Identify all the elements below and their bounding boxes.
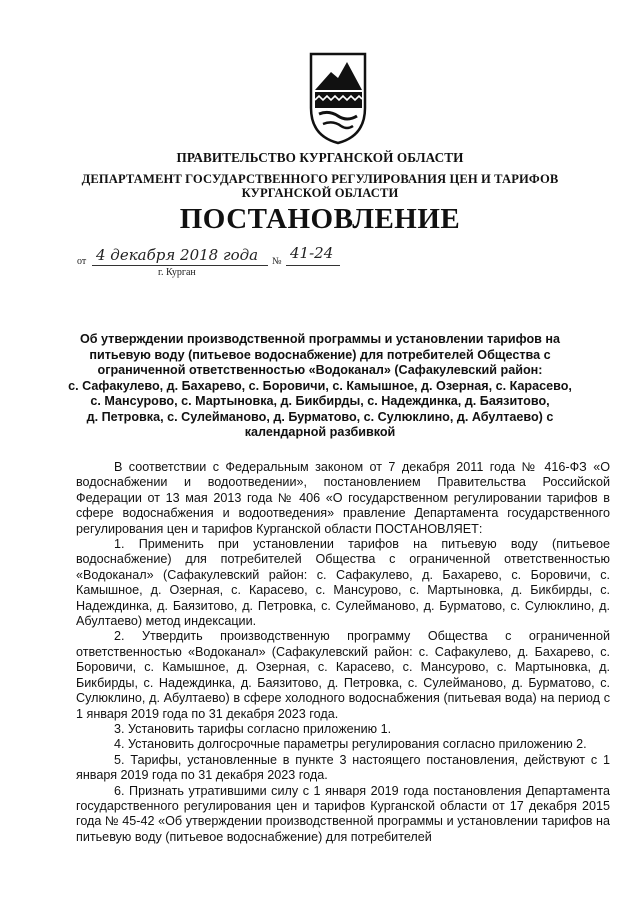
subject-line: календарной разбивкой (244, 425, 396, 439)
subject-line: ограниченной ответственностью «Водоканал» (Сафакулевский район: (97, 363, 543, 377)
document-body (76, 460, 610, 845)
department-name-line2: КУРГАНСКОЙ ОБЛАСТИ (241, 186, 399, 200)
subject-heading (40, 332, 600, 441)
clause-paragraph: 5. Тарифы, установленные в пункте 3 настоящего постановления, действуют с 1 января 2019 года по 31 декабря 2023 года. (76, 752, 610, 783)
document-type-title: ПОСТАНОВЛЕНИЕ (179, 203, 461, 235)
number-sign: № (272, 256, 282, 267)
subject-line: с. Сафакулево, д. Бахарево, с. Боровичи, с. Камышное, д. Озерная, с. Карасево, (68, 378, 572, 393)
date-underline (92, 265, 268, 266)
subject-line: с. Мансурово, с. Мартыновка, д. Бикбирды, с. Надеждинка, д. Баязитово, (90, 394, 550, 408)
handwritten-number: 41-24 (290, 244, 334, 262)
subject-line: Об утверждении производственной программы и установлении тарифов на (79, 332, 561, 346)
date-prefix: от (77, 256, 87, 267)
subject-line: питьевую воду (питьевое водоснабжение) для потребителей Общества с (89, 347, 551, 362)
preamble-paragraph: В соответствии с Федеральным законом от 7 декабря 2011 года № 416-ФЗ «О водоснабжении и водоотведении», постановлением Правительства Российской Федерации от 13 мая 2013 года № 406 «О государственном регулировании тарифов в сфере водоснабжения и водоотведения» правление Департамента государственного регулирования цен и тарифов Курганской области ПОСТАНОВЛЯЕТ: (76, 460, 610, 536)
number-underline (286, 265, 340, 266)
clause-paragraph: 2. Утвердить производственную программу Общества с ограниченной ответственностью «Водоканал» (Сафакулевский район: с. Сафакулево, д. Бахарево, с. Боровичи, с. Камышное, д. Озерная, с. Карасево, с. Мансурово, с. Мартыновка, д. Бикбирды, с. Надеждинка, д. Баязитово, д. Петровка, с. Сулейманово, д. Бурматово, с. Сулюклино, д. Абултаево) в сфере холодного водоснабжения (питьевая вода) на период с 1 января 2019 года по 31 декабря 2023 года. (76, 629, 610, 721)
handwritten-date: 4 декабря 2018 года (96, 246, 259, 264)
government-name: ПРАВИТЕЛЬСТВО КУРГАНСКОЙ ОБЛАСТИ (176, 150, 464, 165)
department-name-line1: ДЕПАРТАМЕНТ ГОСУДАРСТВЕННОГО РЕГУЛИРОВАНИЯ ЦЕН И ТАРИФОВ (81, 172, 559, 186)
city-name: г. Курган (158, 267, 196, 278)
clause-paragraph: 1. Применить при установлении тарифов на питьевую воду (питьевое водоснабжение) для потребителей Общества с ограниченной ответственностью «Водоканал» (Сафакулевский район: с. Сафакулево, д. Бахарево, с. Боровичи, с. Камышное, д. Озерная, с. Карасево, с. Мансурово, с. Мартыновка, д. Бикбирды, с. Надеждинка, д. Баязитово, д. Петровка, с. Сулейманово, д. Бурматово, с. Сулюклино, д. Абултаево) метод индексации. (76, 537, 610, 629)
clause-paragraph: 3. Установить тарифы согласно приложению 1. (114, 721, 392, 736)
coat-of-arms-emblem (307, 50, 369, 146)
clause-paragraph: 4. Установить долгосрочные параметры регулирования согласно приложению 2. (114, 737, 587, 752)
clause-paragraph: 6. Признать утратившими силу с 1 января 2019 года постановления Департамента государственного регулирования цен и тарифов Курганской области от 17 декабря 2015 года № 45-42 «Об утверждении производственной программы и установлении тарифов на питьевую воду (питьевое водоснабжение) для потребителей (76, 783, 610, 844)
subject-line: д. Петровка, с. Сулейманово, д. Бурматово, с. Сулюклино, д. Абултаево) с (86, 409, 554, 424)
